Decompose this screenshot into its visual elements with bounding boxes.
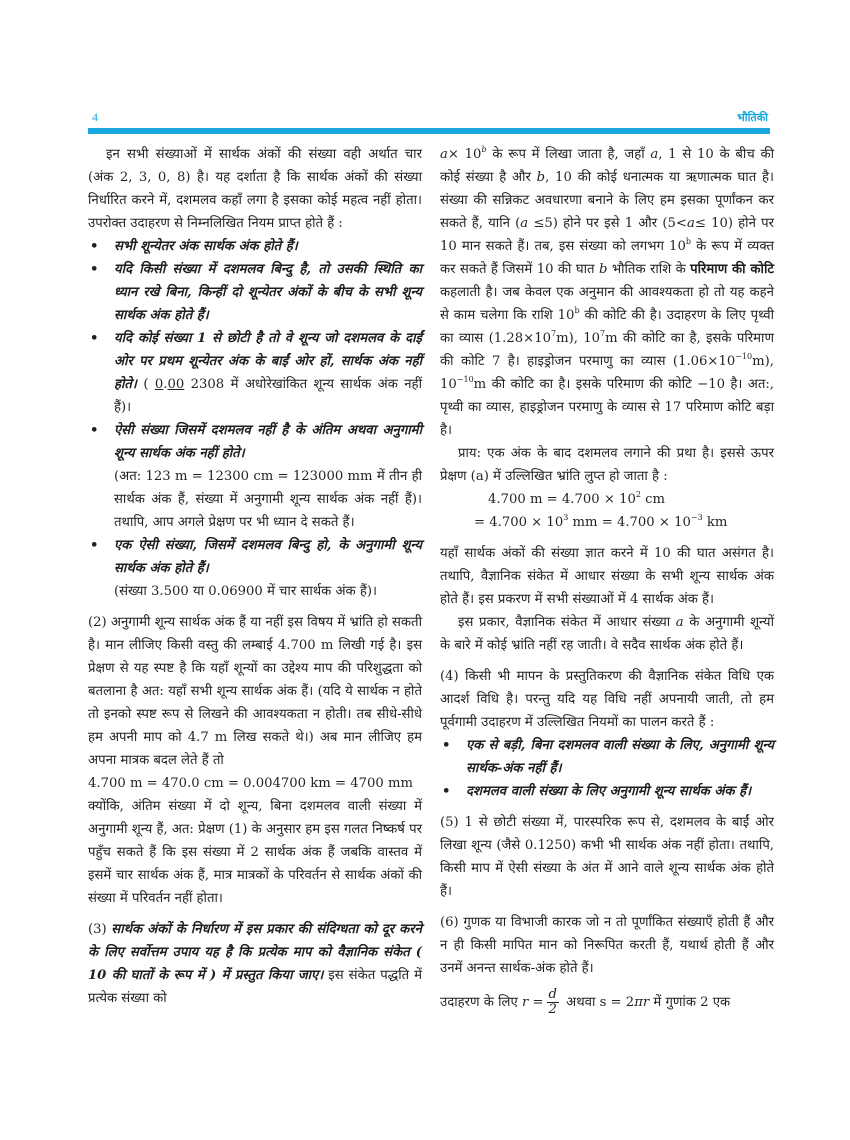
rules-list-2 bbox=[440, 734, 774, 803]
rule-item: • यदि किसी संख्या में दशमलव बिन्दु है, तो उसकी स्थिति का ध्यान रखे बिना, किन्हीं दो शून्येतर अंकों के बीच के सभी शून्य सार्थक अंक होते हैं। bbox=[88, 258, 422, 327]
header-rule bbox=[88, 128, 770, 134]
rule-item: • दशमलव वाली संख्या के लिए अनुगामी शून्य सार्थक अंक हैं। bbox=[440, 780, 774, 803]
paragraph-5: (5) 1 से छोटी संख्या में, पारस्परिक रूप से, दशमलव के बाईं ओर लिखा शून्य (जैसे 0.1250) कभी भी सार्थक अंक नहीं होता। तथापि, किसी माप में ऐसी संख्या के अंत में आने वाले शून्य सार्थक अंक होते हैं। bbox=[440, 815, 774, 899]
page-header bbox=[88, 108, 770, 128]
paragraph-base-number: इस प्रकार, वैज्ञानिक संकेत में आधार संख्या a के अनुगामी शून्यों के बारे में कोई भ्रांति नहीं रह जाती। वे सदैव सार्थक अंक होते हैं। bbox=[440, 615, 774, 653]
paragraph-6-example: उदाहरण के लिए r = $\frac{d}{2}$ अथवा s = 2πr में गुणांक 2 एक bbox=[440, 987, 731, 1017]
paragraph-power-irrelevant: यहाँ सार्थक अंकों की संख्या ज्ञात करने में 10 की घात असंगत है। तथापि, वैज्ञानिक संकेत में आधार संख्या के सभी शून्य सार्थक अंक होते हैं। इस प्रकरण में सभी संख्याओं में 4 सार्थक अंक हैं। bbox=[440, 546, 774, 607]
rule-item: • एक ऐसी संख्या, जिसमें दशमलव बिन्दु हो, के अनुगामी शून्य सार्थक अंक होते हैं। (संख्या 3.500 या 0.06900 में चार सार्थक अंक हैं)। bbox=[88, 534, 422, 603]
page-number: 4 bbox=[92, 110, 98, 124]
unit-equation: 4.700 m = 470.0 cm = 0.004700 km = 4700 mm bbox=[88, 776, 413, 791]
right-column bbox=[440, 143, 774, 1017]
equation-2: = $4.700 \times 10^3$ mm = $4.700 \times 10^{-3}$ km bbox=[474, 513, 728, 530]
order-of-magnitude-term: परिमाण की कोटि bbox=[690, 262, 774, 277]
rule-note: (संख्या 3.500 या 0.06900 में चार सार्थक अंक हैं)। bbox=[114, 584, 378, 599]
fraction-d-over-2: $\frac{d}{2}$ bbox=[548, 987, 557, 1017]
paragraph-4: (4) किसी भी मापन के प्रस्तुतिकरण की वैज्ञानिक संकेत विधि एक आदर्श विधि है। परन्तु यदि यह विधि नहीं अपनायी जाती, तो हम पूर्वगामी उदाहरण में उल्लिखित नियमों का पालन करते हैं : bbox=[440, 669, 774, 730]
scientific-notation-paragraph: $a\times 10^b$ के रूप में लिखा जाता है, जहाँ a, 1 से 10 के बीच की कोई संख्या है और b, 10 की कोई धनात्मक या ऋणात्मक घात है। संख्या की सन्निकट अवधारणा बनाने के लिए हम इसका पूर्णांकन कर सकते हैं, यानि (a ≤5) होने पर इसे 1 और (5<a≤ 10) होने पर 10 मान सकते हैं। तब, इस संख्या को लगभग 10$^b$ के रूप में व्यक्त कर सकते हैं जिसमें 10 की घात b भौतिक राशि के परिमाण की कोटि कहलाती है। जब केवल एक अनुमान की आवश्यकता हो तो यह कहने से काम चलेगा कि राशि 10$^b$ की कोटि की है। उदाहरण के लिए पृथ्वी का व्यास $(1.28\times 10^7m)$, $10^7m$ की कोटि का है, इसके परिमाण की कोटि 7 है। हाइड्रोजन परमाणु का व्यास $(1.06\times 10^{-10}m)$, $10^{-10}m$ की कोटि का है। इसके परिमाण की कोटि −10 है। अत:, पृथ्वी का व्यास, हाइड्रोजन परमाणु के व्यास से 17 परिमाण कोटि बड़ा है। bbox=[440, 145, 775, 438]
rule-note: ( 0.00 2308 में अधोरेखांकित शून्य सार्थक अंक नहीं हैं)। bbox=[114, 377, 422, 415]
rules-list bbox=[88, 235, 422, 603]
paragraph-2: (2) अनुगामी शून्य सार्थक अंक हैं या नहीं इस विषय में भ्रांति हो सकती है। मान लीजिए किसी वस्तु की लम्बाई 4.700 m लिखी गई है। इस प्रेक्षण से यह स्पष्ट है कि यहाँ शून्यों का उद्देश्य माप की परिशुद्धता को बतलाना है अत: यहाँ सभी शून्य सार्थक अंक हैं। (यदि ये सार्थक न होते तो इनको स्पष्ट रूप से लिखने की आवश्यकता न होती। तब सीधे-सीधे हम अपनी माप को 4.7 m लिख सकते थे।) अब मान लीजिए हम अपना मात्रक बदल लेते हैं तो bbox=[88, 615, 422, 768]
running-title: भौतिकी bbox=[737, 111, 768, 124]
paragraph-6: (6) गुणक या विभाजी कारक जो न तो पूर्णांकित संख्याएँ होती हैं और न ही किसी मापित मान को निरूपित करती हैं, यथार्थ होती हैं और उनमें अनन्त सार्थक-अंक होते हैं। bbox=[440, 915, 774, 976]
convention-paragraph: प्राय: एक अंक के बाद दशमलव लगाने की प्रथा है। इससे ऊपर प्रेक्षण (a) में उल्लिखित भ्रांति लुप्त हो जाता है : bbox=[440, 446, 774, 484]
left-column bbox=[88, 143, 422, 1010]
rule-item: • ऐसी संख्या जिसमें दशमलव नहीं है के अंतिम अथवा अनुगामी शून्य सार्थक अंक नहीं होते। (अत: 123 m = 12300 cm = 123000 mm में तीन ही सार्थक अंक हैं, संख्या में अनुगामी शून्य सार्थक अंक नहीं हैं)। तथापि, आप अगले प्रेक्षण पर भी ध्यान दे सकते हैं। bbox=[88, 419, 422, 534]
paragraph-2-continued: क्योंकि, अंतिम संख्या में दो शून्य, बिना दशमलव वाली संख्या में अनुगामी शून्य हैं, अत: प्रेक्षण (1) के अनुसार हम इस गलत निष्कर्ष पर पहुँच सकते हैं कि इस संख्या में 2 सार्थक अंक हैं जबकि वास्तव में इसमें चार सार्थक अंक हैं, मात्र मात्रकों के परिवर्तन से सार्थक अंकों की संख्या में परिवर्तन नहीं होता। bbox=[88, 799, 422, 906]
intro-paragraph: इन सभी संख्याओं में सार्थक अंकों की संख्या वही अर्थात चार (अंक 2, 3, 0, 8) है। यह दर्शाता है कि सार्थक अंकों की संख्या निर्धारित करने में, दशमलव कहाँ लगा है इसका कोई महत्व नहीं होता। उपरोक्त उदाहरण से निम्नलिखित नियम प्राप्त होते हैं : bbox=[88, 147, 422, 231]
equation-1: 4.700 $m = 4.700 \times 10^2$ cm bbox=[488, 490, 666, 507]
paragraph-3: (3) सार्थक अंकों के निर्धारण में इस प्रकार की संदिग्धता को दूर करने के लिए सर्वोत्तम उपाय यह है कि प्रत्येक माप को वैज्ञानिक संकेत ( 10 की घातों के रूप में ) में प्रस्तुत किया जाए। इस संकेत पद्धति में प्रत्येक संख्या को bbox=[88, 922, 423, 1006]
rule-item: • सभी शून्येतर अंक सार्थक अंक होते हैं। bbox=[88, 235, 422, 258]
rule-note: (अत: 123 m = 12300 cm = 123000 mm में तीन ही सार्थक अंक हैं, संख्या में अनुगामी शून्य सार्थक अंक नहीं हैं)। तथापि, आप अगले प्रेक्षण पर भी ध्यान दे सकते हैं। bbox=[114, 469, 422, 530]
rule-item: • एक से बड़ी, बिना दशमलव वाली संख्या के लिए, अनुगामी शून्य सार्थक-अंक नहीं हैं। bbox=[440, 734, 774, 780]
rule-item: • यदि कोई संख्या 1 से छोटी है तो वे शून्य जो दशमलव के दाईं ओर पर प्रथम शून्येतर अंक के बाईं ओर हों, सार्थक अंक नहीं होते। ( 0.00 2308 में अधोरेखांकित शून्य सार्थक अंक नहीं हैं)। bbox=[88, 327, 422, 419]
